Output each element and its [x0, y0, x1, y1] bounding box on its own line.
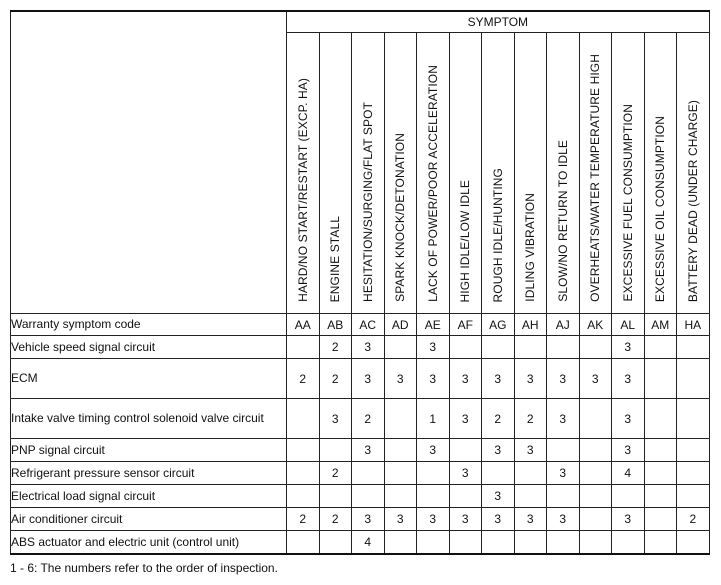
- table-cell: 3: [514, 359, 547, 399]
- table-cell: 3: [449, 462, 482, 485]
- table-cell: [384, 439, 417, 462]
- symptom-column-label: BATTERY DEAD (UNDER CHARGE): [685, 99, 700, 302]
- row-label: Electrical load signal circuit: [11, 485, 287, 508]
- table-cell: [547, 336, 580, 359]
- symptom-column-header: [449, 33, 482, 314]
- table-cell: [417, 531, 450, 555]
- table-row: [11, 359, 710, 399]
- symptom-column-label: IDLING VIBRATION: [523, 193, 538, 302]
- table-cell: [384, 462, 417, 485]
- table-cell: [547, 531, 580, 555]
- table-cell: 3: [482, 508, 515, 531]
- table-cell: 3: [482, 359, 515, 399]
- table-cell: [579, 439, 612, 462]
- table-cell: [677, 462, 710, 485]
- table-cell: AL: [612, 314, 645, 336]
- table-cell: 3: [612, 439, 645, 462]
- table-cell: 2: [287, 508, 320, 531]
- table-cell: 3: [547, 359, 580, 399]
- table-cell: 3: [319, 399, 352, 439]
- table-cell: AE: [417, 314, 450, 336]
- table-cell: [579, 399, 612, 439]
- row-label: ABS actuator and electric unit (control unit): [11, 531, 287, 555]
- table-cell: [417, 485, 450, 508]
- table-cell: [644, 359, 677, 399]
- table-cell: [482, 336, 515, 359]
- table-cell: AB: [319, 314, 352, 336]
- table-cell: [417, 462, 450, 485]
- table-body: [11, 314, 710, 555]
- table-cell: [287, 485, 320, 508]
- table-cell: [644, 508, 677, 531]
- table-cell: [449, 439, 482, 462]
- table-row: [11, 314, 710, 336]
- table-cell: [644, 531, 677, 555]
- table-cell: AM: [644, 314, 677, 336]
- symptom-column-header: [417, 33, 450, 314]
- table-cell: [319, 531, 352, 555]
- table-cell: [612, 531, 645, 555]
- table-cell: [449, 336, 482, 359]
- row-label: PNP signal circuit: [11, 439, 287, 462]
- table-cell: 3: [352, 508, 385, 531]
- symptom-table: [10, 10, 710, 555]
- table-cell: 2: [482, 399, 515, 439]
- table-cell: [677, 531, 710, 555]
- row-label: Warranty symptom code: [11, 314, 287, 336]
- table-cell: 2: [319, 359, 352, 399]
- table-cell: AC: [352, 314, 385, 336]
- table-cell: [287, 439, 320, 462]
- table-cell: 3: [352, 336, 385, 359]
- symptom-column-header: [319, 33, 352, 314]
- symptom-column-header: [287, 33, 320, 314]
- table-cell: [644, 336, 677, 359]
- table-cell: [352, 462, 385, 485]
- table-cell: [482, 462, 515, 485]
- table-row: [11, 485, 710, 508]
- table-cell: [579, 531, 612, 555]
- table-cell: [644, 462, 677, 485]
- table-cell: [352, 485, 385, 508]
- table-cell: [677, 359, 710, 399]
- table-cell: [287, 531, 320, 555]
- table-cell: [449, 485, 482, 508]
- symptom-column-label: SPARK KNOCK/DETONATION: [393, 133, 408, 302]
- table-cell: 3: [482, 485, 515, 508]
- table-cell: AD: [384, 314, 417, 336]
- row-label: Refrigerant pressure sensor circuit: [11, 462, 287, 485]
- table-cell: [449, 531, 482, 555]
- table-cell: 3: [384, 508, 417, 531]
- table-cell: [677, 439, 710, 462]
- table-cell: 2: [514, 399, 547, 439]
- symptom-column-header: [612, 33, 645, 314]
- symptom-column-label: ROUGH IDLE/HUNTING: [490, 167, 505, 302]
- table-row: [11, 508, 710, 531]
- symptom-column-header: [644, 33, 677, 314]
- table-cell: 4: [612, 462, 645, 485]
- table-cell: [579, 508, 612, 531]
- table-cell: [644, 485, 677, 508]
- table-cell: AK: [579, 314, 612, 336]
- table-cell: [514, 485, 547, 508]
- symptom-column-header: [352, 33, 385, 314]
- table-row: [11, 336, 710, 359]
- table-cell: 3: [612, 359, 645, 399]
- table-cell: [287, 462, 320, 485]
- table-cell: 3: [417, 359, 450, 399]
- table-cell: 3: [514, 439, 547, 462]
- table-cell: AJ: [547, 314, 580, 336]
- table-cell: [514, 531, 547, 555]
- table-cell: 2: [352, 399, 385, 439]
- table-cell: 2: [287, 359, 320, 399]
- table-cell: [384, 399, 417, 439]
- table-cell: [579, 462, 612, 485]
- table-cell: 3: [449, 508, 482, 531]
- table-cell: 3: [547, 462, 580, 485]
- table-cell: AH: [514, 314, 547, 336]
- table-cell: AA: [287, 314, 320, 336]
- table-cell: [287, 336, 320, 359]
- table-cell: 3: [417, 508, 450, 531]
- table-cell: [677, 399, 710, 439]
- table-cell: 3: [417, 336, 450, 359]
- table-cell: [482, 531, 515, 555]
- table-cell: [612, 485, 645, 508]
- table-cell: [319, 485, 352, 508]
- table-cell: 3: [352, 359, 385, 399]
- table-cell: [514, 336, 547, 359]
- table-cell: 3: [612, 399, 645, 439]
- table-cell: [677, 336, 710, 359]
- table-cell: HA: [677, 314, 710, 336]
- table-cell: [644, 439, 677, 462]
- table-cell: [384, 531, 417, 555]
- table-cell: 2: [319, 462, 352, 485]
- table-corner-cell: [11, 11, 287, 314]
- table-cell: [547, 485, 580, 508]
- footnote: 1 - 6: The numbers refer to the order of inspection.: [10, 561, 278, 575]
- table-cell: [579, 336, 612, 359]
- table-cell: 2: [319, 508, 352, 531]
- table-cell: 3: [449, 399, 482, 439]
- table-cell: 4: [352, 531, 385, 555]
- table-cell: [514, 462, 547, 485]
- symptom-column-label: OVERHEATS/WATER TEMPERATURE HIGH: [588, 54, 603, 302]
- symptom-column-header: [514, 33, 547, 314]
- table-cell: [644, 399, 677, 439]
- table-row: [11, 462, 710, 485]
- table-cell: 3: [417, 439, 450, 462]
- symptom-column-label: HIGH IDLE/LOW IDLE: [458, 179, 473, 302]
- row-label: Air conditioner circuit: [11, 508, 287, 531]
- symptom-column-label: EXCESSIVE OIL CONSUMPTION: [653, 115, 668, 302]
- table-cell: 3: [579, 359, 612, 399]
- table-cell: 2: [319, 336, 352, 359]
- table-cell: 3: [547, 399, 580, 439]
- table-cell: 3: [612, 508, 645, 531]
- table-cell: [677, 485, 710, 508]
- symptom-column-header: [677, 33, 710, 314]
- symptom-column-header: [482, 33, 515, 314]
- table-row: [11, 531, 710, 555]
- table-cell: 3: [514, 508, 547, 531]
- table-cell: 3: [612, 336, 645, 359]
- table-cell: AG: [482, 314, 515, 336]
- table-cell: [547, 439, 580, 462]
- table-cell: 1: [417, 399, 450, 439]
- table-cell: 2: [677, 508, 710, 531]
- row-label: ECM: [11, 359, 287, 399]
- symptom-column-label: HARD/NO START/RESTART (EXCP. HA): [295, 78, 310, 302]
- symptom-column-label: LACK OF POWER/POOR ACCELERATION: [425, 65, 440, 302]
- symptom-column-label: HESITATION/SURGING/FLAT SPOT: [360, 102, 375, 302]
- table-row: [11, 399, 710, 439]
- symptom-column-label: EXCESSIVE FUEL CONSUMPTION: [620, 104, 635, 302]
- table-cell: 3: [352, 439, 385, 462]
- symptom-column-label: SLOW/NO RETURN TO IDLE: [555, 140, 570, 302]
- table-cell: AF: [449, 314, 482, 336]
- row-label: Intake valve timing control solenoid valve circuit: [11, 399, 287, 439]
- table-cell: 3: [449, 359, 482, 399]
- table-cell: [384, 485, 417, 508]
- table-cell: 3: [482, 439, 515, 462]
- row-label: Vehicle speed signal circuit: [11, 336, 287, 359]
- table-cell: [287, 399, 320, 439]
- table-cell: 3: [384, 359, 417, 399]
- table-cell: 3: [547, 508, 580, 531]
- symptom-column-label: ENGINE STALL: [328, 215, 343, 302]
- table-cell: [384, 336, 417, 359]
- symptom-column-header: [384, 33, 417, 314]
- symptom-header: SYMPTOM: [287, 11, 710, 33]
- table-cell: [579, 485, 612, 508]
- symptom-column-header: [547, 33, 580, 314]
- table-cell: [319, 439, 352, 462]
- table-row: [11, 439, 710, 462]
- symptom-column-header: [579, 33, 612, 314]
